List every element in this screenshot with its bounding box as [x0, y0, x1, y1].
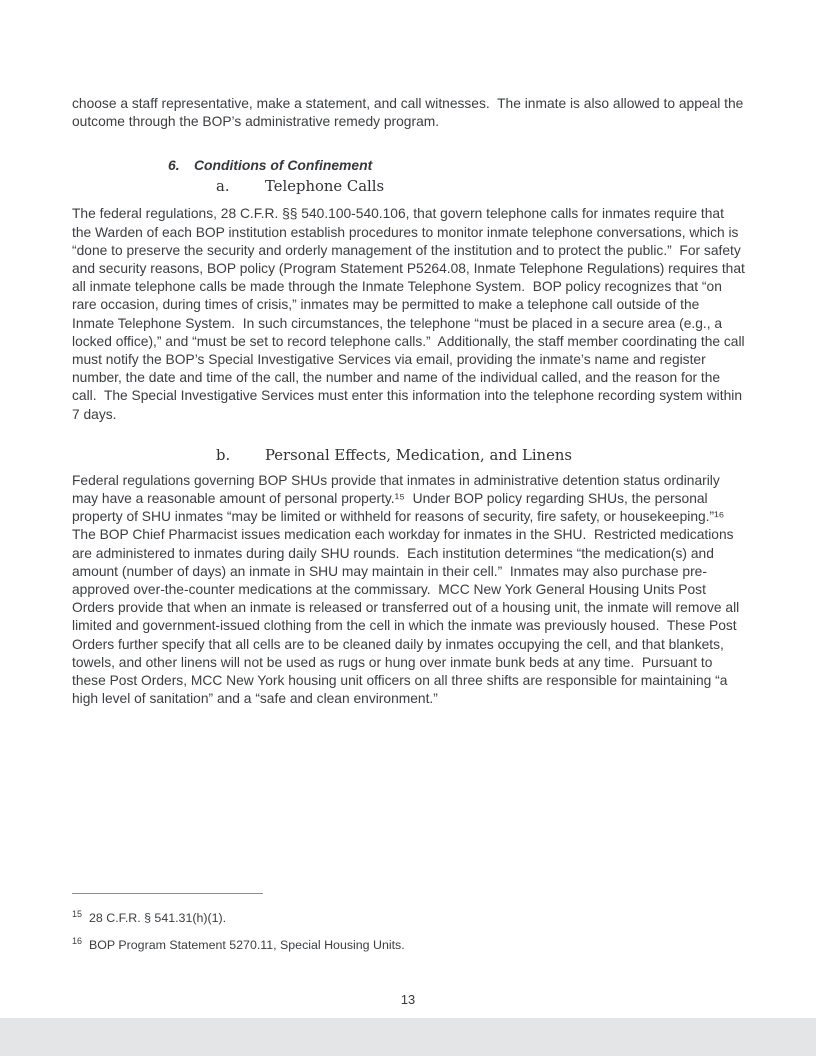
footnote-text: BOP Program Statement 5270.11, Special Housing Units. [89, 938, 405, 952]
subsection-letter: a. [216, 178, 230, 196]
page-number: 13 [400, 992, 416, 1007]
section-number: 6. [168, 157, 180, 174]
document-body [72, 0, 749, 708]
footnote-15 [72, 910, 745, 927]
subsection-heading-personal-effects [216, 447, 745, 464]
footnote-16 [72, 937, 745, 954]
subsection-heading-telephone-calls [216, 178, 745, 195]
footnote-marker: 16 [72, 935, 83, 946]
subsection-title: Telephone Calls [265, 178, 385, 196]
bottom-gray-bar [0, 1018, 816, 1056]
paragraph-personal-effects: Federal regulations governing BOP SHUs provide that inmates in administrative detention status ordinarily may have a reasonable amount of personal property.¹⁵ Under BOP policy regarding SHUs, the personal property of SHU inmates “may be limited or withheld for reasons of security, fire safety, or housekeeping.”¹⁶ The BOP Chief Pharmacist issues medication each workday for inmates in the SHU. Restricted medications are administered to inmates during daily SHU rounds. Each institution determines “the medication(s) and amount (number of days) an inmate in SHU may maintain in their cell.” Inmates may also purchase pre-approved over-the-counter medications at the commissary. MCC New York General Housing Units Post Orders provide that when an inmate is released or transferred out of a housing unit, the inmate will remove all limited and government-issued clothing from the cell in which the inmate was previously housed. These Post Orders further specify that all cells are to be cleaned daily by inmates occupying the cell, and that blankets, towels, and other linens will not be used as rugs or hung over inmate bunk beds at any time. Pursuant to these Post Orders, MCC New York housing unit officers on all three shifts are responsible for maintaining “a high level of sanitation” and a “safe and clean environment.” [72, 472, 744, 707]
paragraph-telephone-calls: The federal regulations, 28 C.F.R. §§ 540.100-540.106, that govern telephone calls for inmates require that the Warden of each BOP institution establish procedures to monitor inmate telephone conversations, which is “done to preserve the security and orderly management of the institution and to protect the public.” For safety and security reasons, BOP policy (Program Statement P5264.08, Inmate Telephone Regulations) requires that all inmate telephone calls be made through the Inmate Telephone System. BOP policy recognizes that “on rare occasion, during times of crisis,” inmates may be permitted to make a telephone call outside of the Inmate Telephone System. In such circumstances, the telephone “must be placed in a secure area (e.g., a locked office),” and “must be set to record telephone calls.” Additionally, the staff member coordinating the call must notify the BOP’s Special Investigative Services via email, providing the inmate’s name and register number, the date and time of the call, the number and name of the individual called, and the reason for the call. The Special Investigative Services must enter this information into the telephone recording system within 7 days. [72, 206, 749, 422]
section-title: Conditions of Confinement [194, 157, 373, 174]
footnotes-section [72, 893, 745, 964]
subsection-title: Personal Effects, Medication, and Linens [265, 446, 572, 464]
footnote-text: 28 C.F.R. § 541.31(h)(1). [89, 911, 227, 925]
section-heading-conditions-of-confinement [168, 157, 745, 173]
subsection-letter: b. [216, 446, 231, 464]
footnote-separator-rule [72, 893, 263, 894]
footnote-marker: 15 [72, 908, 83, 919]
intro-paragraph: choose a staff representative, make a statement, and call witnesses. The inmate is also allowed to appeal the outcome through the BOP’s administrative remedy program. [72, 96, 748, 130]
